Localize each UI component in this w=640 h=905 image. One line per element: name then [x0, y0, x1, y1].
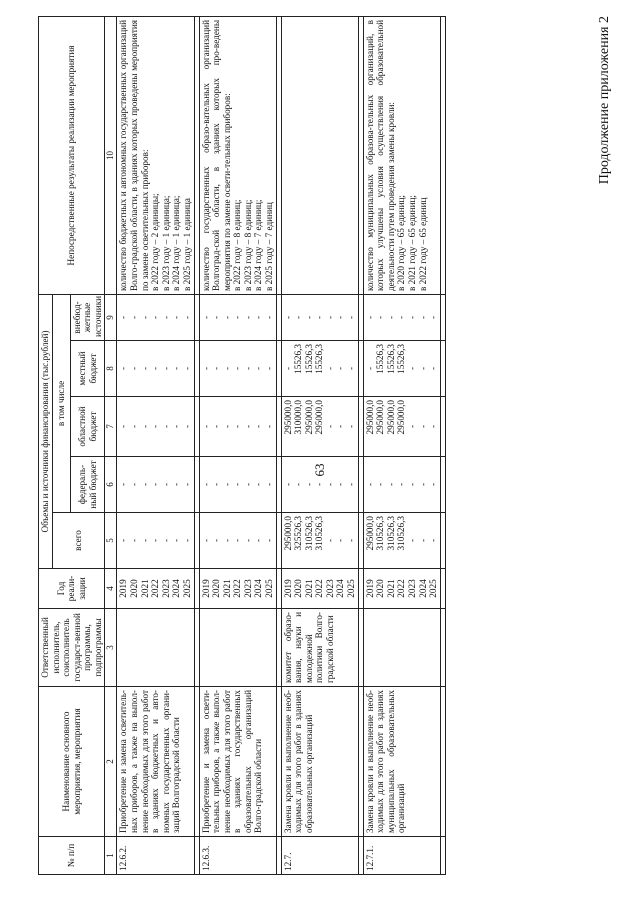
extrabudget-cell-value: - [232, 315, 243, 320]
federal-cell-value: - [324, 482, 335, 487]
extrabudget-cell-value: - [303, 315, 314, 320]
program-table [38, 16, 446, 875]
years-cell-value: 2019 [282, 579, 293, 598]
column-number: 5 [105, 513, 117, 569]
extrabudget-cell-value: - [335, 315, 346, 320]
header-including: в том числе [52, 295, 70, 513]
federal-cell-value: - [346, 482, 357, 487]
years-cell-value: 2022 [314, 579, 325, 598]
federal-cell [363, 457, 440, 513]
total-cell-value: - [200, 538, 211, 543]
federal-cell-value: - [211, 482, 222, 487]
results-cell: количество государственных образо-вательных организаций Волгоград-ской области, в зданиях которых про-ведены мероприятия по замене освети-тельных приборов: в 2022 году – 8 единиц; в 2023 году – 8 единиц; в 2024 году – 7 единиц; в 2025 году – 7 единиц [199, 17, 276, 295]
regional-cell-value: 295000,0 [385, 400, 396, 435]
spacer-cell [440, 513, 445, 569]
local-cell-value: 15526,3 [375, 344, 386, 374]
years-cell-value: 2019 [200, 579, 211, 598]
extrabudget-cell-value: - [364, 315, 375, 320]
extrabudget-cell-value: - [346, 315, 357, 320]
regional-cell-value: - [160, 424, 171, 429]
spacer-cell [440, 837, 445, 875]
regional-cell-value: - [253, 424, 264, 429]
column-number: 6 [105, 457, 117, 513]
results-cell: количество бюджетных и автономных государственных организаций Волго-градской области, в зданиях которых проведены мероприятия по замене осветительных приборов: в 2022 году – 2 единицы; в 2023 году – 1 единица; в 2024 году – 1 единица; в 2025 году – 1 единица [117, 17, 194, 295]
spacer-cell [440, 687, 445, 837]
total-cell-value: 310526,3 [303, 516, 314, 551]
extrabudget-cell-value: - [428, 315, 439, 320]
extrabudget-cell [281, 295, 358, 341]
local-cell-value: - [181, 366, 192, 371]
regional-cell-value: - [263, 424, 274, 429]
local-cell-value: 15526,3 [396, 344, 407, 374]
spacer-cell [440, 17, 445, 295]
federal-cell-value: - [200, 482, 211, 487]
federal-cell-value: - [160, 482, 171, 487]
results-cell: количество муниципальных образова-тельных организаций, в которых улучшены условия осуществления образовательной деятельности путем проведения замены кровли: в 2020 году – 65 единиц; в 2021 году – 65 единиц; в 2022 году – 65 единиц [363, 17, 440, 295]
row-number: 12.7. [281, 837, 358, 875]
total-cell-value: - [253, 538, 264, 543]
federal-cell-value: - [293, 482, 304, 487]
years-cell-value: 2020 [293, 579, 304, 598]
regional-cell-value: 295000,0 [314, 400, 325, 435]
local-cell [363, 341, 440, 397]
regional-cell [281, 397, 358, 457]
extrabudget-cell-value: - [314, 315, 325, 320]
extrabudget-cell-value: - [118, 315, 129, 320]
extrabudget-cell-value: - [253, 315, 264, 320]
spacer-cell [440, 397, 445, 457]
column-number: 7 [105, 397, 117, 457]
years-cell-value: 2021 [221, 579, 232, 598]
local-cell-value: 15526,3 [314, 344, 325, 374]
years-cell-value: 2019 [118, 579, 129, 598]
years-cell-value: 2021 [303, 579, 314, 598]
regional-cell-value: - [242, 424, 253, 429]
executor [117, 609, 194, 687]
total-cell-value: - [181, 538, 192, 543]
extrabudget-cell-value: - [139, 315, 150, 320]
local-cell-value: - [346, 366, 357, 371]
executor [363, 609, 440, 687]
federal-cell-value: - [417, 482, 428, 487]
federal-cell [281, 457, 358, 513]
local-cell [199, 341, 276, 397]
header-local: местный бюджет [70, 341, 105, 397]
years-cell [281, 569, 358, 609]
regional-cell-value: 295000,0 [303, 400, 314, 435]
local-cell-value: - [417, 366, 428, 371]
extrabudget-cell-value: - [396, 315, 407, 320]
regional-cell-value: - [200, 424, 211, 429]
total-cell-value: - [417, 538, 428, 543]
total-cell-value: - [242, 538, 253, 543]
federal-cell-value: - [303, 482, 314, 487]
column-number: 4 [105, 569, 117, 609]
header-funding: Объемы и источники финансирования (тыс.рублей) [39, 295, 53, 569]
total-cell-value: - [150, 538, 161, 543]
regional-cell-value: - [171, 424, 182, 429]
extrabudget-cell-value: - [129, 315, 140, 320]
federal-cell-value: - [242, 482, 253, 487]
federal-cell-value: - [253, 482, 264, 487]
years-cell [117, 569, 194, 609]
regional-cell [117, 397, 194, 457]
header-regional: областной бюджет [70, 397, 105, 457]
regional-cell-value: - [139, 424, 150, 429]
local-cell-value: - [211, 366, 222, 371]
regional-cell-value: - [232, 424, 243, 429]
regional-cell-value: 295000,0 [364, 400, 375, 435]
local-cell-value: 15526,3 [293, 344, 304, 374]
row-number: 12.6.3. [199, 837, 276, 875]
spacer-cell [440, 457, 445, 513]
total-cell-value: 295000,0 [364, 516, 375, 551]
local-cell-value: - [324, 366, 335, 371]
years-cell-value: 2025 [428, 579, 439, 598]
column-number: 2 [105, 687, 117, 837]
years-cell-value: 2025 [263, 579, 274, 598]
local-cell-value: - [364, 366, 375, 371]
total-cell-value: - [232, 538, 243, 543]
regional-cell-value: - [150, 424, 161, 429]
federal-cell-value: - [396, 482, 407, 487]
header-results: Непосредственные результаты реализации мероприятия [39, 17, 105, 295]
local-cell-value: - [118, 366, 129, 371]
federal-cell-value: - [364, 482, 375, 487]
total-cell [363, 513, 440, 569]
federal-cell-value: - [428, 482, 439, 487]
total-cell-value: 310526,3 [314, 516, 325, 551]
federal-cell-value: - [118, 482, 129, 487]
federal-cell-value: - [150, 482, 161, 487]
local-cell [117, 341, 194, 397]
years-cell-value: 2023 [406, 579, 417, 598]
extrabudget-cell-value: - [221, 315, 232, 320]
federal-cell-value: - [171, 482, 182, 487]
federal-cell-value: - [129, 482, 140, 487]
years-cell-value: 2023 [160, 579, 171, 598]
regional-cell-value: - [181, 424, 192, 429]
total-cell-value: 310526,3 [385, 516, 396, 551]
local-cell-value: - [428, 366, 439, 371]
total-cell-value: - [335, 538, 346, 543]
total-cell [117, 513, 194, 569]
years-cell-value: 2023 [242, 579, 253, 598]
measure-name: Замена кровли и выполнение необ-ходимых для этого работ в зданиях муниципальных образовательных организаций [363, 687, 440, 837]
total-cell-value: 295000,0 [282, 516, 293, 551]
spacer-cell [440, 569, 445, 609]
total-cell-value: - [129, 538, 140, 543]
local-cell-value: - [171, 366, 182, 371]
extrabudget-cell-value: - [150, 315, 161, 320]
local-cell-value: - [232, 366, 243, 371]
header-number: № п/п [39, 837, 105, 875]
total-cell-value: - [221, 538, 232, 543]
federal-cell-value: - [314, 482, 325, 487]
extrabudget-cell-value: - [282, 315, 293, 320]
extrabudget-cell-value: - [171, 315, 182, 320]
local-cell-value: - [253, 366, 264, 371]
row-number: 12.7.1. [363, 837, 440, 875]
spacer-cell [440, 341, 445, 397]
federal-cell-value: - [385, 482, 396, 487]
continuation-heading: Продолжение приложения 2 [597, 16, 612, 185]
years-cell-value: 2022 [232, 579, 243, 598]
table-row [199, 17, 276, 875]
local-cell-value: - [406, 366, 417, 371]
spacer-cell [440, 295, 445, 341]
header-total: всего [52, 513, 105, 569]
local-cell-value: - [160, 366, 171, 371]
years-cell-value: 2022 [150, 579, 161, 598]
measure-name: Приобретение и замена осветитель-ных приборов, а также на выпол-нение необходимых для этого работ в зданиях бюджетных и авто-номных государственных органи-заций Волгоградской области [117, 687, 194, 837]
years-cell-value: 2024 [171, 579, 182, 598]
regional-cell-value: - [406, 424, 417, 429]
extrabudget-cell-value: - [385, 315, 396, 320]
table-row [363, 17, 440, 875]
total-cell-value: - [171, 538, 182, 543]
extrabudget-cell-value: - [293, 315, 304, 320]
extrabudget-cell [199, 295, 276, 341]
total-cell-value: 310526,3 [375, 516, 386, 551]
local-cell-value: - [129, 366, 140, 371]
measure-name: Замена кровли и выполнение необ-ходимых для этого работ в зданиях образовательных организаций [281, 687, 358, 837]
regional-cell-value: - [118, 424, 129, 429]
total-cell [199, 513, 276, 569]
federal-cell-value: - [335, 482, 346, 487]
extrabudget-cell-value: - [263, 315, 274, 320]
column-number: 3 [105, 609, 117, 687]
federal-cell-value: - [282, 482, 293, 487]
local-cell-value: - [282, 366, 293, 371]
total-cell-value: - [139, 538, 150, 543]
column-number: 8 [105, 341, 117, 397]
table-row [281, 17, 358, 875]
row-spacer [440, 17, 445, 875]
regional-cell [363, 397, 440, 457]
extrabudget-cell-value: - [160, 315, 171, 320]
regional-cell-value: 310000,0 [293, 400, 304, 435]
executor [199, 609, 276, 687]
years-cell-value: 2022 [396, 579, 407, 598]
local-cell-value: - [335, 366, 346, 371]
column-number: 10 [105, 17, 117, 295]
years-cell-value: 2021 [385, 579, 396, 598]
local-cell-value: - [150, 366, 161, 371]
local-cell-value: - [221, 366, 232, 371]
total-cell-value: - [428, 538, 439, 543]
column-number: 1 [105, 837, 117, 875]
regional-cell-value: 295000,0 [375, 400, 386, 435]
header-executor: Ответственный исполнитель, соисполнитель государст-венной программы, подпрограммы [39, 609, 105, 687]
years-cell [199, 569, 276, 609]
extrabudget-cell-value: - [375, 315, 386, 320]
federal-cell-value: - [181, 482, 192, 487]
federal-cell-value: - [375, 482, 386, 487]
local-cell-value: - [139, 366, 150, 371]
extrabudget-cell-value: - [181, 315, 192, 320]
extrabudget-cell-value: - [417, 315, 428, 320]
years-cell-value: 2019 [364, 579, 375, 598]
federal-cell-value: - [263, 482, 274, 487]
total-cell [281, 513, 358, 569]
federal-cell [117, 457, 194, 513]
header-year: Год реали-зации [39, 569, 105, 609]
federal-cell [199, 457, 276, 513]
federal-cell-value: - [232, 482, 243, 487]
regional-cell-value: - [428, 424, 439, 429]
total-cell-value: - [346, 538, 357, 543]
total-cell-value: - [211, 538, 222, 543]
extrabudget-cell-value: - [406, 315, 417, 320]
column-number: 9 [105, 295, 117, 341]
header-extrabudget: внебюд-жетные источники [70, 295, 105, 341]
years-cell-value: 2024 [417, 579, 428, 598]
header-federal: федераль-ный бюджет [70, 457, 105, 513]
extrabudget-cell-value: - [324, 315, 335, 320]
row-number: 12.6.2. [117, 837, 194, 875]
regional-cell-value: - [221, 424, 232, 429]
years-cell-value: 2020 [211, 579, 222, 598]
years-cell-value: 2020 [129, 579, 140, 598]
total-cell-value: - [324, 538, 335, 543]
header-measure-name: Наименование основного мероприятия, мероприятия [39, 687, 105, 837]
column-numbers-row [105, 17, 117, 875]
table-row [117, 17, 194, 875]
local-cell-value: - [263, 366, 274, 371]
years-cell-value: 2020 [375, 579, 386, 598]
federal-cell-value: - [139, 482, 150, 487]
spacer-cell [440, 609, 445, 687]
regional-cell-value: - [417, 424, 428, 429]
local-cell-value: - [242, 366, 253, 371]
total-cell-value: - [263, 538, 274, 543]
local-cell-value: 15526,3 [385, 344, 396, 374]
federal-cell-value: - [406, 482, 417, 487]
regional-cell-value: 295000,0 [396, 400, 407, 435]
local-cell-value: - [200, 366, 211, 371]
regional-cell-value: - [324, 424, 335, 429]
federal-cell-value: - [221, 482, 232, 487]
extrabudget-cell [363, 295, 440, 341]
regional-cell-value: - [335, 424, 346, 429]
total-cell-value: - [160, 538, 171, 543]
regional-cell-value: - [346, 424, 357, 429]
local-cell-value: 15526,3 [303, 344, 314, 374]
results-cell [281, 17, 358, 295]
regional-cell [199, 397, 276, 457]
regional-cell-value: - [129, 424, 140, 429]
total-cell-value: - [118, 538, 129, 543]
years-cell-value: 2024 [253, 579, 264, 598]
measure-name: Приобретение и замена освети-тельных приборов, а также выпол-нение необходимых для этого работ в зданиях государственных образовательных организаций Волго-градской области [199, 687, 276, 837]
years-cell-value: 2021 [139, 579, 150, 598]
years-cell-value: 2025 [346, 579, 357, 598]
page-number: 63 [312, 463, 327, 477]
extrabudget-cell-value: - [200, 315, 211, 320]
years-cell [363, 569, 440, 609]
extrabudget-cell [117, 295, 194, 341]
regional-cell-value: 295000,0 [282, 400, 293, 435]
years-cell-value: 2024 [335, 579, 346, 598]
local-cell [281, 341, 358, 397]
extrabudget-cell-value: - [242, 315, 253, 320]
years-cell-value: 2023 [324, 579, 335, 598]
executor: комитет образо-вания, науки и молодежной политики Волго-градской области [281, 609, 358, 687]
regional-cell-value: - [211, 424, 222, 429]
years-cell-value: 2025 [181, 579, 192, 598]
total-cell-value: 310526,3 [396, 516, 407, 551]
total-cell-value: - [406, 538, 417, 543]
extrabudget-cell-value: - [211, 315, 222, 320]
total-cell-value: 325526,3 [293, 516, 304, 551]
